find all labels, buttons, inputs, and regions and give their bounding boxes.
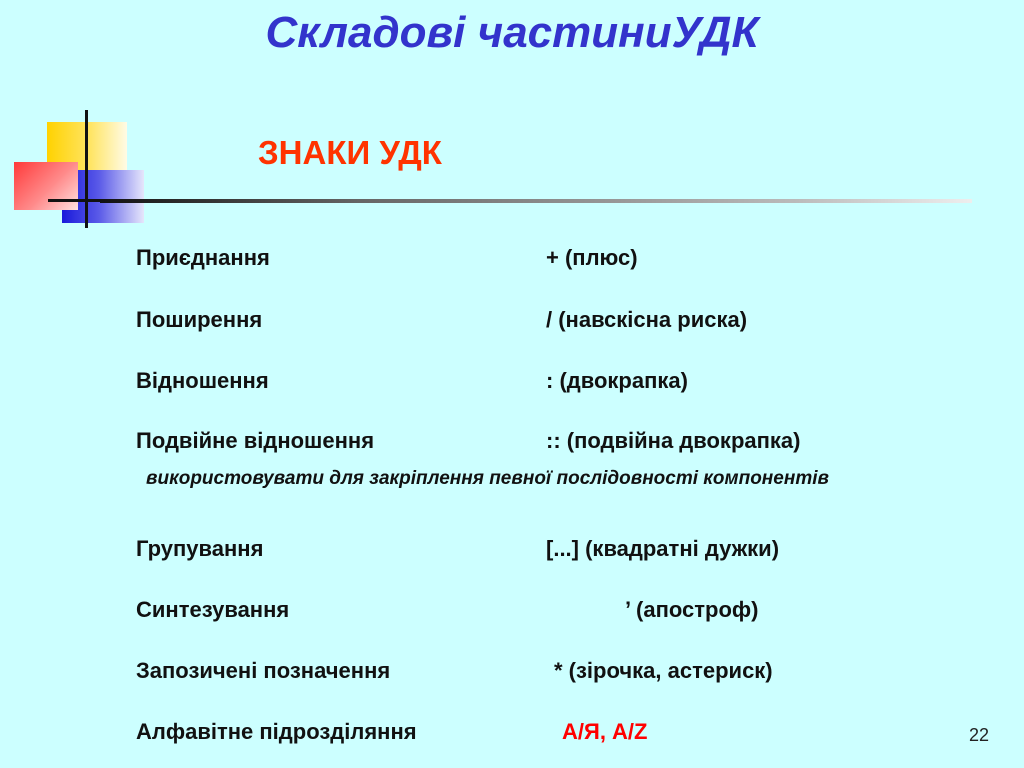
row-term: Подвійне відношення [136, 428, 375, 453]
row-term: Синтезування [136, 597, 290, 622]
row-sign: / (навскісна риска) [546, 307, 748, 332]
row-term: Приєднання [136, 245, 270, 270]
slide-subtitle: ЗНАКИ УДК [258, 134, 442, 171]
page-number: 22 [969, 725, 990, 745]
row-sign: :: (подвійна двокрапка) [546, 428, 801, 453]
sign-row [0, 597, 1024, 627]
row-term: Алфавітне підрозділяння [136, 719, 417, 744]
usage-note: використовувати для закріплення певної послідовності компонентів [146, 468, 829, 489]
sign-row [0, 719, 1024, 749]
row-term: Запозичені позначення [136, 658, 391, 683]
row-sign: * (зірочка, астериск) [554, 658, 773, 683]
short-horizontal-rule [48, 199, 103, 202]
row-term: Групування [136, 536, 264, 561]
sign-row [0, 245, 1024, 275]
red-square [14, 162, 78, 210]
row-term: Відношення [136, 368, 269, 393]
sign-row [0, 368, 1024, 398]
row-sign: [...] (квадратні дужки) [546, 536, 780, 561]
vertical-rule [85, 110, 88, 228]
slide-title: Складові частиниУДК [265, 8, 759, 57]
row-sign: ’ (апостроф) [625, 597, 759, 622]
sign-row [0, 536, 1024, 566]
decorative-squares-logo [0, 0, 160, 240]
sign-row [0, 307, 1024, 337]
row-sign: + (плюс) [546, 245, 638, 270]
title-divider [100, 199, 972, 203]
row-sign: : (двокрапка) [546, 368, 688, 393]
sign-row [0, 428, 1024, 458]
sign-row [0, 658, 1024, 688]
row-sign: А/Я, A/Z [562, 719, 648, 744]
row-term: Поширення [136, 307, 263, 332]
